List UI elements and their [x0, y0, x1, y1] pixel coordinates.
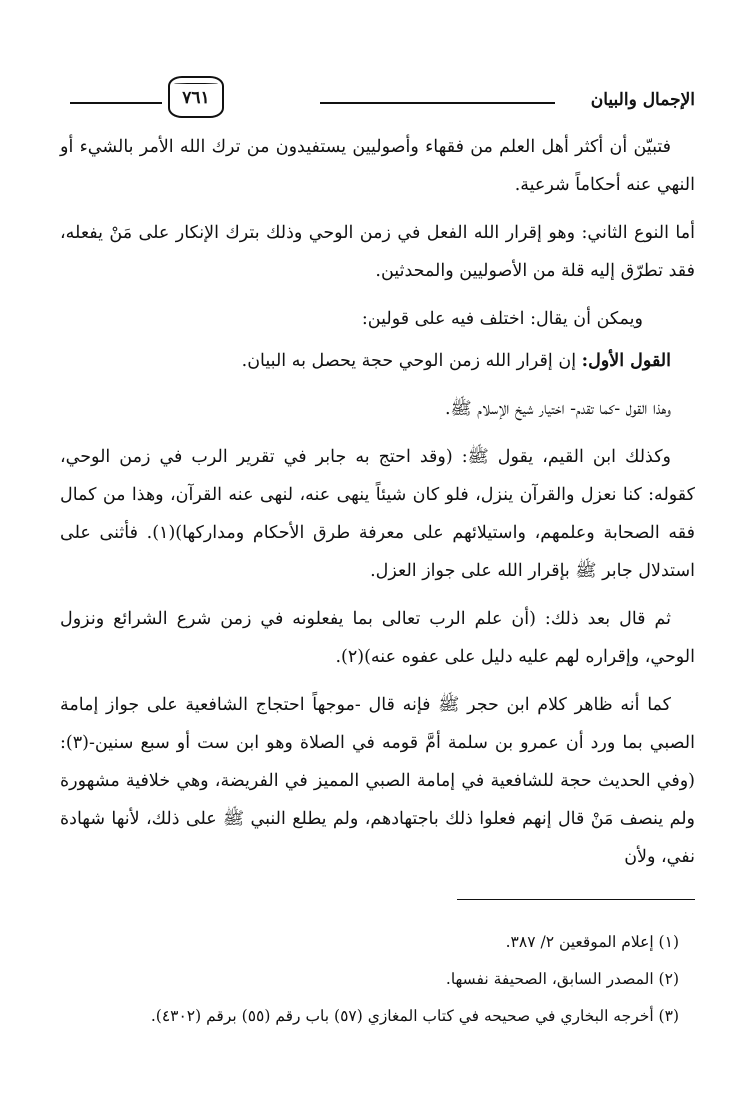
page-header	[70, 74, 695, 124]
footnote-2: (٢) المصدر السابق، الصحيفة نفسها.	[445, 970, 679, 988]
header-rule-right	[320, 102, 555, 104]
running-title: الإجمال والبيان	[590, 90, 695, 110]
paragraph-6: وكذلك ابن القيم، يقول ﷺ: (وقد احتج به جابر في تقرير الرب في زمن الوحي، كقوله: كنا نعزل والقرآن ينزل، فلو كان شيئاً ينهى عنه، لنهى عنه القرآن، وهذا من كمال فقه الصحابة وعلمهم، واستيلائهم على معرفة طرق الأحكام ومداركها)(١). فأثنى على استدلال جابر ﷺ بإقرار الله على جواز العزل.	[60, 447, 695, 581]
paragraph-4	[60, 342, 695, 380]
paragraph-5: وهذا القول -كما تقدم- اختيار شيخ الإسلام ﷺ.	[444, 399, 671, 419]
paragraph-1: فتبيّن أن أكثر أهل العلم من فقهاء وأصوليين يستفيدون من ترك الله الأمر بالشيء أو النهي عنه أحكاماً شرعية.	[60, 137, 695, 195]
page-number: ٧٦١	[168, 76, 224, 118]
body-text	[60, 128, 695, 886]
first-opinion-text: إن إقرار الله زمن الوحي حجة يحصل به البيان.	[241, 351, 582, 371]
paragraph-8: كما أنه ظاهر كلام ابن حجر ﷺ فإنه قال -موجهاً احتجاج الشافعية على جواز إمامة الصبي بما ورد أن عمرو بن سلمة أمَّ قومه في الصلاة وهو ابن ست أو سبع سنين-(٣): (وفي الحديث حجة للشافعية في إمامة الصبي المميز في الفريضة، وهي خلافية مشهورة ولم ينصف مَنْ قال إنهم فعلوا ذلك باجتهادهم، ولم يطلع النبي ﷺ على ذلك، لأنها شهادة نفي، ولأن	[60, 695, 695, 867]
paragraph-7: ثم قال بعد ذلك: (أن علم الرب تعالى بما يفعلونه في زمن شرع الشرائع ونزول الوحي، وإقراره لهم عليه دليل على عفوه عنه)(٢).	[60, 609, 695, 667]
header-rule-left	[70, 102, 162, 104]
paragraph-3: ويمكن أن يقال: اختلف فيه على قولين:	[361, 309, 643, 329]
paragraph-2: أما النوع الثاني: وهو إقرار الله الفعل في زمن الوحي وذلك بترك الإنكار على مَنْ يفعله، فقد تطرّق إليه قلة من الأصوليين والمحدثين.	[60, 223, 695, 281]
first-opinion-label: القول الأول:	[581, 351, 671, 371]
footnotes	[60, 924, 679, 1035]
footnote-separator	[457, 899, 695, 900]
footnote-3: (٣) أخرجه البخاري في صحيحه في كتاب المغازي (٥٧) باب رقم (٥٥) برقم (٤٣٠٢).	[150, 1007, 679, 1025]
footnote-1: (١) إعلام الموقعين ٢/ ٣٨٧.	[505, 933, 679, 951]
